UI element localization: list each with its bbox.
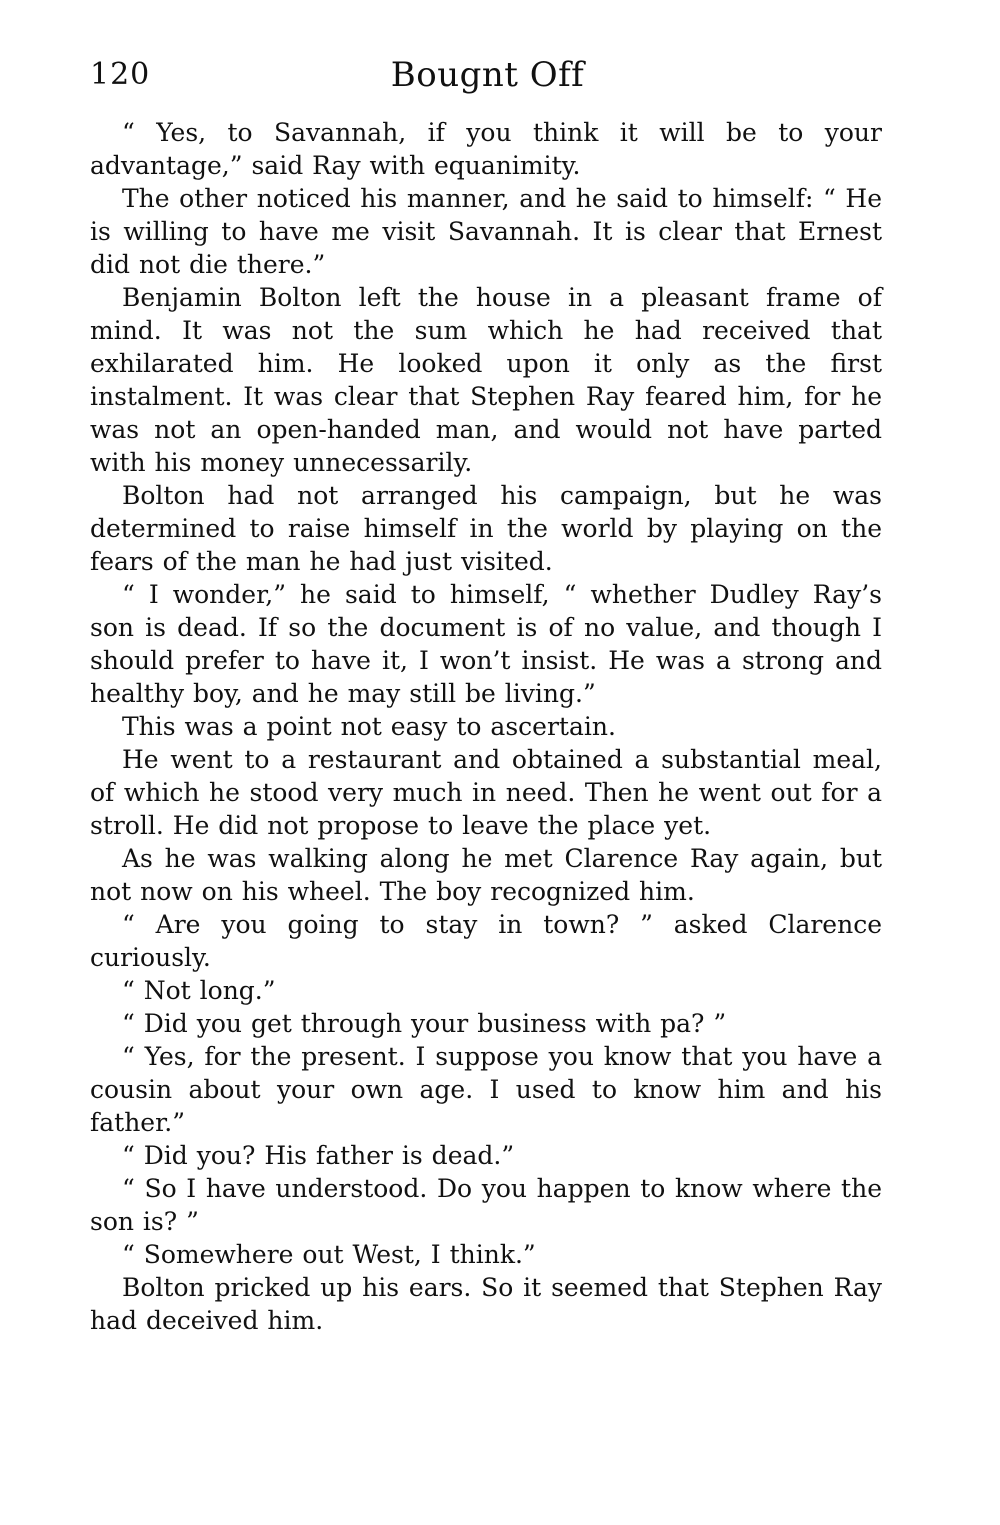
- paragraph: Bolton pricked up his ears. So it seemed that Stephen Ray had deceived him.: [90, 1273, 882, 1335]
- paragraph: “ I wonder,” he said to himself, “ whether Dudley Ray’s son is dead. If so the document is of no value, and though I should prefer to have it, I won’t insist. He was a strong and healthy boy, and he may still be living.”: [90, 580, 882, 708]
- paragraph: The other noticed his manner, and he said to himself: “ He is willing to have me visit Savannah. It is clear that Ernest did not die there.”: [90, 184, 882, 279]
- paragraph: “ So I have understood. Do you happen to know where the son is? ”: [90, 1174, 882, 1236]
- paragraph: He went to a restaurant and obtained a substantial meal, of which he stood very much in need. Then he went out for a stroll. He did not propose to leave the place yet.: [90, 745, 882, 840]
- paragraph: “ Yes, for the present. I suppose you know that you have a cousin about your own age. I used to know him and his father.”: [90, 1042, 882, 1137]
- running-title: Bougnt Off: [390, 55, 585, 95]
- page-header: [90, 50, 885, 100]
- body-text: [90, 116, 882, 1337]
- paragraph: “ Are you going to stay in town? ” asked Clarence curiously.: [90, 910, 882, 972]
- paragraph: “ Did you? His father is dead.”: [122, 1141, 515, 1170]
- page-number: 120: [90, 57, 151, 92]
- paragraph: “ Did you get through your business with pa? ”: [122, 1009, 727, 1038]
- paragraph: This was a point not easy to ascertain.: [122, 712, 616, 741]
- paragraph: “ Yes, to Savannah, if you think it will be to your advantage,” said Ray with equanimity.: [90, 118, 882, 180]
- paragraph: Benjamin Bolton left the house in a pleasant frame of mind. It was not the sum which he had received that exhilarated him. He looked upon it only as the first instalment. It was clear that Stephen Ray feared him, for he was not an open-handed man, and would not have parted with his money unnecessarily.: [90, 283, 882, 477]
- paragraph: As he was walking along he met Clarence Ray again, but not now on his wheel. The boy recognized him.: [90, 844, 882, 906]
- paragraph: “ Somewhere out West, I think.”: [122, 1240, 536, 1269]
- paragraph: Bolton had not arranged his campaign, but he was determined to raise himself in the world by playing on the fears of the man he had just visited.: [90, 481, 882, 576]
- paragraph: “ Not long.”: [122, 976, 276, 1005]
